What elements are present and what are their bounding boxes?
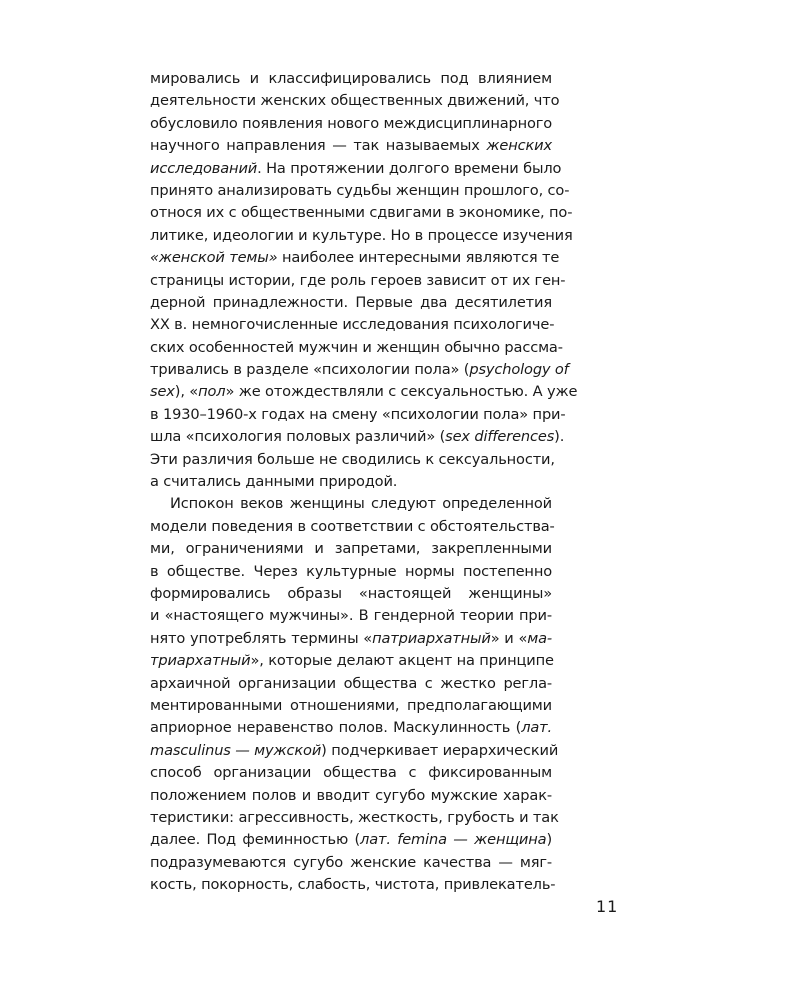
italic-term: пол — [198, 383, 226, 401]
italic-term: ма- — [527, 629, 553, 647]
text-line — [150, 247, 560, 269]
text-line — [150, 471, 552, 493]
italic-term: sex — [150, 383, 175, 401]
italic-term: лат. — [521, 719, 552, 737]
text-segment: архаичной организации общества с жестко регла- — [150, 674, 552, 692]
text-line — [150, 359, 569, 381]
italic-term: psychology of — [469, 361, 569, 379]
text-line — [150, 561, 552, 583]
text-segment: теристики: агрессивность, жесткость, грубость и так — [150, 808, 559, 826]
text-line — [150, 807, 559, 829]
text-line — [150, 135, 552, 157]
text-line — [150, 90, 560, 112]
italic-term: исследований — [150, 159, 258, 177]
text-segment: в обществе. Через культурные нормы постепенно — [150, 562, 552, 580]
text-line — [150, 762, 552, 784]
text-line — [150, 717, 552, 739]
italic-term: sex differences — [445, 428, 555, 446]
text-segment: XX в. немногочисленные исследования психологиче- — [150, 316, 555, 334]
text-line — [150, 225, 573, 247]
text-segment: а считались данными природой. — [150, 473, 398, 491]
text-line — [150, 381, 578, 403]
text-segment: ментированными отношениями, предполагающими — [150, 696, 552, 714]
text-segment: », которые делают акцент на принципе — [250, 652, 554, 670]
text-segment: относя их с общественными сдвигами в экономике, по- — [150, 204, 573, 222]
text-line — [150, 404, 566, 426]
text-segment: ми, ограничениями и запретами, закрепленными — [150, 540, 552, 558]
text-segment: научного направления — так называемых — [150, 137, 487, 155]
text-segment: литике, идеологии и культуре. Но в процессе изучения — [150, 226, 573, 244]
italic-term: masculinus — мужской — [150, 741, 322, 759]
text-segment: . На протяжении долгого времени было — [257, 159, 562, 177]
text-line — [150, 493, 552, 515]
text-segment: нято употреблять термины « — [150, 629, 373, 647]
text-line — [150, 314, 555, 336]
text-line — [150, 583, 552, 605]
text-segment: мировались и классифицировались под влиянием — [150, 70, 552, 87]
text-segment: тривались в разделе «психологии пола» ( — [150, 361, 470, 379]
italic-term: триархатный — [150, 652, 251, 670]
text-segment: страницы истории, где роль героев зависит от их ген- — [150, 271, 566, 289]
text-segment: способ организации общества с фиксированным — [150, 764, 552, 782]
text-segment: наиболее интересными являются те — [277, 249, 560, 267]
page-number: 11 — [596, 897, 619, 916]
text-line — [150, 516, 555, 538]
text-line — [150, 68, 552, 90]
text-line — [150, 628, 552, 650]
text-segment: ) подчеркивает иерархический — [321, 741, 559, 759]
text-line — [150, 113, 552, 135]
text-line — [150, 785, 552, 807]
text-segment: далее. Под феминностью ( — [150, 831, 361, 849]
text-line — [150, 202, 573, 224]
text-segment: ских особенностей мужчин и женщин обычно рассма- — [150, 338, 563, 356]
text-line — [150, 449, 555, 471]
text-line — [150, 292, 552, 314]
text-segment: » же отождествляли с сексуальностью. А уже — [225, 383, 578, 401]
italic-term: женских — [486, 137, 552, 155]
text-line — [150, 874, 556, 896]
text-segment: положением полов и вводит сугубо мужские харак- — [150, 786, 552, 804]
text-segment: шла «психология половых различий» ( — [150, 428, 446, 446]
text-segment: принято анализировать судьбы женщин прошлого, со- — [150, 181, 570, 199]
italic-term: патриархатный — [372, 629, 491, 647]
text-segment: ), « — [174, 383, 199, 401]
italic-term: лат. femina — женщина — [360, 831, 547, 849]
text-line — [150, 270, 566, 292]
text-line — [150, 538, 552, 560]
text-segment: » и « — [490, 629, 528, 647]
text-line — [150, 605, 552, 627]
text-line — [150, 158, 562, 180]
text-segment: деятельности женских общественных движений, что — [150, 92, 560, 110]
text-line — [150, 673, 552, 695]
body-text — [150, 68, 578, 896]
text-line — [150, 852, 552, 874]
text-segment: и «настоящего мужчины». В гендерной теории при- — [150, 607, 552, 625]
text-line — [150, 829, 552, 851]
text-line — [150, 740, 559, 762]
text-segment: в 1930–1960-х годах на смену «психологии пола» при- — [150, 405, 566, 423]
text-line — [150, 650, 552, 672]
text-line — [150, 426, 565, 448]
text-segment: подразумеваются сугубо женские качества — мяг- — [150, 853, 552, 871]
text-segment: априорное неравенство полов. Маскулинность ( — [150, 719, 522, 737]
text-line — [150, 337, 563, 359]
text-line — [150, 180, 570, 202]
text-segment: Эти различия больше не сводились к сексуальности, — [150, 450, 555, 468]
text-segment: дерной принадлежности. Первые два десятилетия — [150, 293, 552, 311]
text-segment: модели поведения в соответствии с обстоятельства- — [150, 517, 555, 535]
text-segment: ). — [554, 428, 565, 446]
text-segment: Испокон веков женщины следуют определенной — [170, 495, 552, 513]
text-segment: формировались образы «настоящей женщины» — [150, 584, 552, 602]
text-segment: кость, покорность, слабость, чистота, привлекатель- — [150, 876, 556, 894]
text-segment: обусловило появления нового междисциплинарного — [150, 114, 553, 132]
italic-term: «женской темы» — [150, 249, 278, 267]
text-segment: ) — [546, 831, 552, 849]
text-line — [150, 695, 552, 717]
